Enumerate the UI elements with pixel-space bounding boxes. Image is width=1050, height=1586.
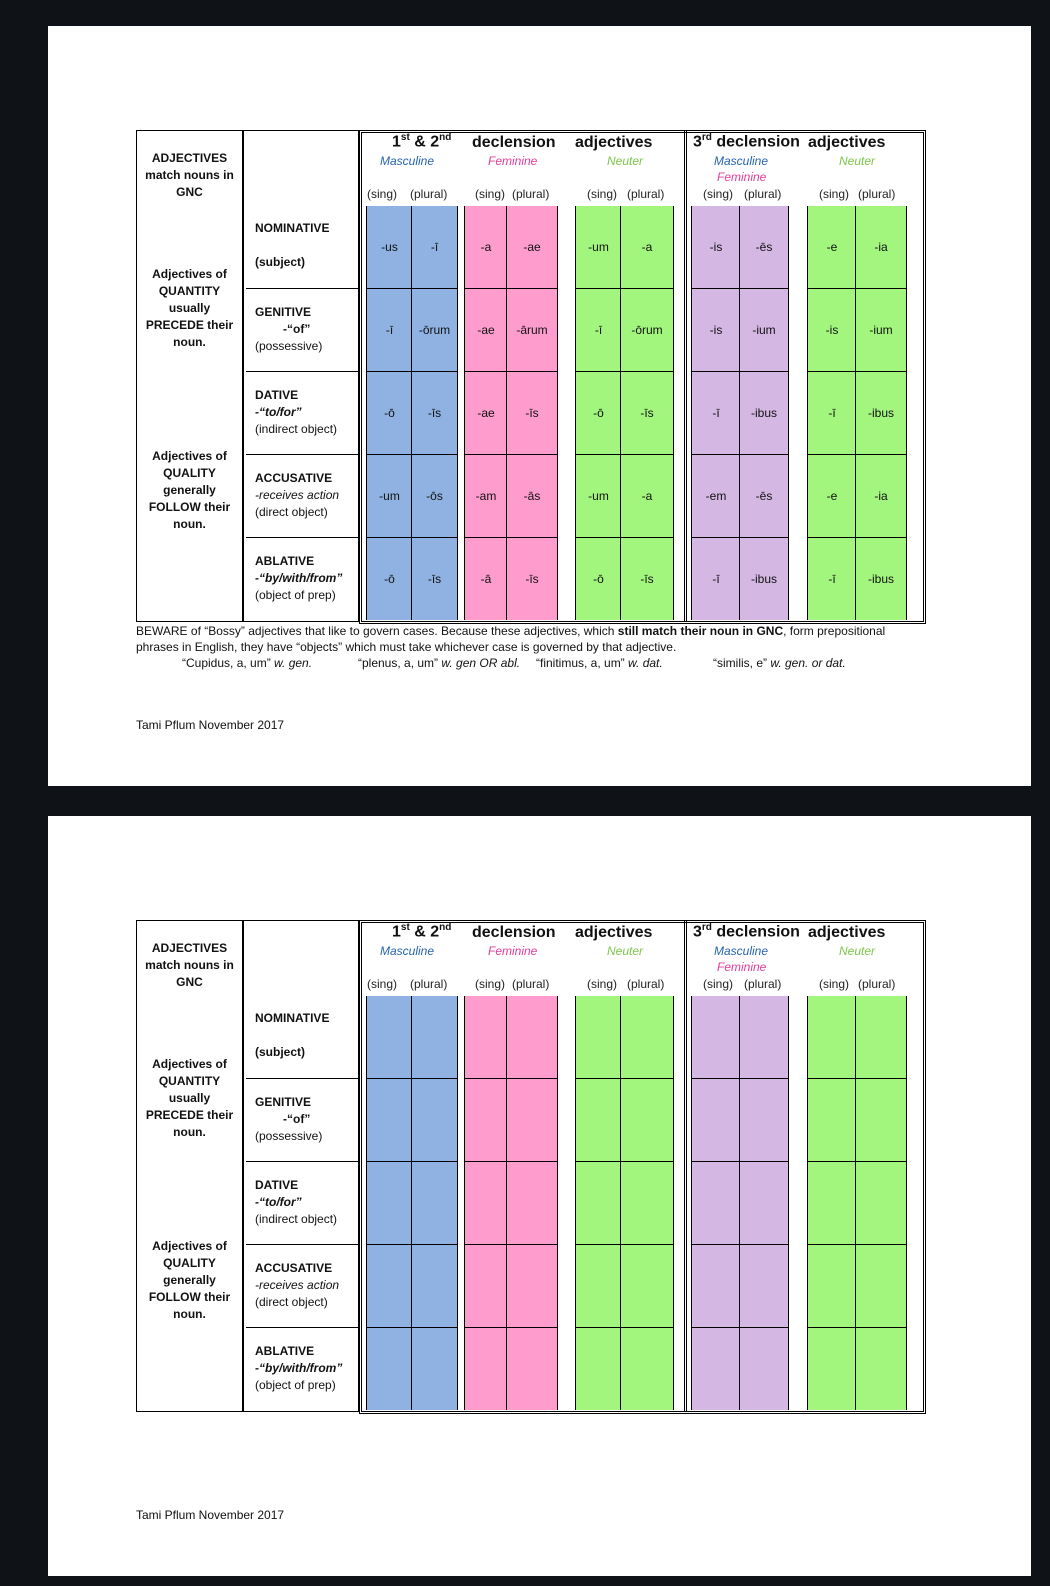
ending-cell: -is [709,240,723,254]
blank-column-3rd-mf-plural[interactable] [739,996,789,1410]
label-plural: (plural) [627,187,665,201]
label-sing: (sing) [587,977,618,991]
label-plural: (plural) [512,977,550,991]
gender-neuter-3rd: Neuter [839,154,876,168]
header-first-second: 1st & 2nd [392,132,452,151]
label-sing: (sing) [475,977,506,991]
adjective-chart [136,130,926,622]
label-plural: (plural) [410,977,448,991]
ending-cell: -ō [384,406,395,420]
label-plural: (plural) [410,187,448,201]
column-fem-sing [464,206,508,620]
label-plural: (plural) [858,977,896,991]
blank-column-fem-sing[interactable] [464,996,508,1410]
beware-line-2: phrases in English, they have “objects” which must take whichever case is governed by that adjective. [136,640,677,654]
ending-cell: -ārum [516,323,548,337]
ending-cell: -ibus [750,406,777,420]
ending-cell: -īs [427,572,442,586]
column-3rd-neut-plural [855,206,907,620]
column-3rd-mf-sing [691,206,741,620]
gender-masculine: Masculine [380,154,435,168]
ending-cell: -ī [385,323,394,337]
ending-cell: -ās [523,489,541,503]
gender-feminine: Feminine [488,944,538,958]
case-dative: DATIVE -“to/for” (indirect object) [255,388,338,436]
ending-cell: -īs [640,572,654,586]
author-footer: Tami Pflum November 2017 [136,1508,285,1522]
ending-cell: -ī [430,240,439,254]
header-third-adjectives: adjectives [808,924,886,941]
ending-cell: -ī [594,323,603,337]
ending-cell: -is [825,323,839,337]
blank-column-3rd-mf-sing[interactable] [691,996,741,1410]
case-nominative: NOMINATIVE (subject) [255,221,330,269]
gender-feminine: Feminine [488,154,538,168]
example-plenus: “plenus, a, um” w. gen OR abl. [358,656,521,670]
label-sing: (sing) [703,977,734,991]
quantity-note: Adjectives of QUANTITY usually PRECEDE their noun. [145,1057,234,1139]
gender-masculine-3rd: Masculine [714,154,769,168]
label-sing: (sing) [475,187,506,201]
ending-cell: -ī [712,572,720,586]
label-plural: (plural) [512,187,550,201]
case-accusative: ACCUSATIVE -receives action (direct object) [255,1261,340,1309]
third-declension-divider [684,920,687,1412]
label-sing: (sing) [819,977,850,991]
header-adjectives: adjectives [575,134,653,151]
ending-cell: -um [588,240,609,254]
document-page-1 [48,26,1031,786]
column-masc-plural [411,206,458,620]
adjective-chart-blank [136,920,926,1412]
ending-cell: -ia [874,240,888,254]
label-sing: (sing) [703,187,734,201]
ending-cell: -ōrum [631,323,663,337]
label-plural: (plural) [858,187,896,201]
blank-column-3rd-neut-plural[interactable] [855,996,907,1410]
header-third-declension: 3rd declension [693,922,800,941]
ending-cell: -īs [427,406,442,420]
ending-cell: -em [705,489,727,503]
blank-column-3rd-neut-sing[interactable] [807,996,857,1410]
case-genitive: GENITIVE -“of” (possessive) [255,1095,323,1143]
gender-feminine-3rd: Feminine [717,170,767,184]
ending-cell: -a [641,489,653,503]
gender-feminine-3rd: Feminine [717,960,767,974]
ending-cell: -ā [480,572,492,586]
column-masc-sing [366,206,413,620]
case-ablative: ABLATIVE -“by/with/from” (object of prep) [255,1344,343,1392]
label-sing: (sing) [819,187,850,201]
gender-neuter-3rd: Neuter [839,944,876,958]
header-declension: declension [472,134,556,151]
example-finitimus: “finitimus, a, um” w. dat. [536,656,663,670]
label-sing: (sing) [367,187,398,201]
ending-cell: -ia [874,489,888,503]
header-third-adjectives: adjectives [808,134,886,151]
case-ablative: ABLATIVE -“by/with/from” (object of prep) [255,554,343,602]
ending-cell: -ī [828,572,836,586]
document-page-2 [48,816,1031,1576]
author-footer: Tami Pflum November 2017 [136,718,285,732]
label-sing: (sing) [367,977,398,991]
adjectives-title: ADJECTIVES match nouns in GNC [145,151,234,199]
third-declension-divider [684,130,687,622]
ending-cell: -ō [593,406,604,420]
ending-cell: -ō [384,572,395,586]
adjectives-title: ADJECTIVES match nouns in GNC [145,941,234,989]
label-plural: (plural) [744,187,782,201]
case-names-box [243,130,359,622]
ending-cell: -ium [752,323,776,337]
left-notes-box [136,130,243,622]
ending-cell: -um [379,489,400,503]
ending-cell: -ōrum [418,323,451,337]
ending-cell: -ī [712,406,720,420]
column-neut-sing [575,206,622,620]
ending-cell: -ī [828,406,836,420]
gender-masculine-3rd: Masculine [714,944,769,958]
ending-cell: -um [588,489,609,503]
blank-column-neut-plural[interactable] [620,996,674,1410]
blank-column-masc-sing[interactable] [366,996,413,1410]
ending-cell: -ōs [426,489,443,503]
ending-cell: -us [381,240,398,254]
ending-cell: -a [480,240,492,254]
case-names-box [243,920,359,1412]
example-similis: “similis, e” w. gen. or dat. [713,656,846,670]
column-3rd-neut-sing [807,206,857,620]
ending-cell: -ae [477,406,495,420]
gender-neuter: Neuter [607,154,644,168]
ending-cell: -īs [640,406,654,420]
ending-cell: -am [475,489,497,503]
case-dative: DATIVE -“to/for” (indirect object) [255,1178,338,1226]
quality-note: Adjectives of QUALITY generally FOLLOW their noun. [148,449,231,531]
blank-column-fem-plural[interactable] [506,996,558,1410]
case-genitive: GENITIVE -“of” (possessive) [255,305,323,353]
left-notes-box [136,920,243,1412]
ending-cell: -ibus [750,572,777,586]
label-plural: (plural) [744,977,782,991]
header-first-second: 1st & 2nd [392,922,452,941]
blank-column-masc-plural[interactable] [411,996,458,1410]
header-declension: declension [472,924,556,941]
ending-cell: -īs [525,406,539,420]
case-accusative: ACCUSATIVE -receives action (direct object) [255,471,340,519]
ending-cell: -ibus [867,406,894,420]
case-nominative: NOMINATIVE (subject) [255,1011,330,1059]
ending-cell: -ibus [867,572,894,586]
column-neut-plural [620,206,674,620]
column-3rd-mf-plural [739,206,789,620]
gender-masculine: Masculine [380,944,435,958]
ending-cell: -ae [523,240,541,254]
blank-column-neut-sing[interactable] [575,996,622,1410]
header-adjectives: adjectives [575,924,653,941]
example-cupidus: “Cupidus, a, um” w. gen. [182,656,313,670]
beware-line-1: BEWARE of “Bossy” adjectives that like to govern cases. Because these adjectives, which still match their noun in GNC, form prepositional [136,624,886,638]
label-sing: (sing) [587,187,618,201]
ending-cell: -ium [869,323,893,337]
quality-note: Adjectives of QUALITY generally FOLLOW their noun. [148,1239,231,1321]
ending-cell: -e [826,489,838,503]
ending-cell: -īs [525,572,539,586]
ending-cell: -e [826,240,838,254]
header-third-declension: 3rd declension [693,132,800,151]
gender-neuter: Neuter [607,944,644,958]
quantity-note: Adjectives of QUANTITY usually PRECEDE their noun. [145,267,234,349]
column-fem-plural [506,206,558,620]
ending-cell: -is [709,323,723,337]
ending-cell: -ō [593,572,604,586]
ending-cell: -ēs [755,489,773,503]
ending-cell: -a [641,240,653,254]
label-plural: (plural) [627,977,665,991]
ending-cell: -ae [477,323,495,337]
ending-cell: -ēs [755,240,773,254]
